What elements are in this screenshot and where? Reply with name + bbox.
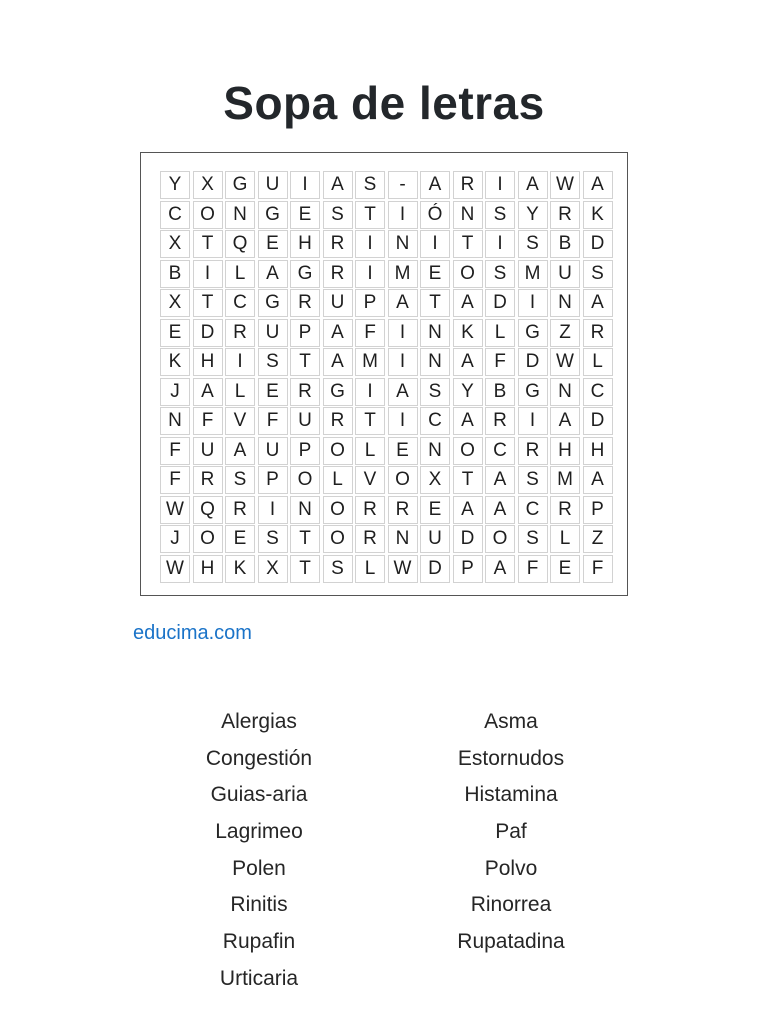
grid-cell[interactable]: A: [453, 289, 483, 317]
grid-cell[interactable]: C: [485, 437, 515, 465]
grid-cell[interactable]: A: [453, 348, 483, 376]
grid-cell[interactable]: O: [290, 466, 320, 494]
grid-cell[interactable]: R: [518, 437, 548, 465]
grid-cell[interactable]: T: [290, 555, 320, 583]
grid-cell[interactable]: B: [550, 230, 580, 258]
grid-cell[interactable]: M: [388, 260, 418, 288]
grid-cell[interactable]: F: [355, 319, 385, 347]
grid-cell[interactable]: O: [323, 496, 353, 524]
grid-cell[interactable]: I: [485, 230, 515, 258]
grid-cell[interactable]: C: [420, 407, 450, 435]
grid-cell[interactable]: A: [485, 555, 515, 583]
grid-cell[interactable]: E: [290, 201, 320, 229]
grid-cell[interactable]: I: [518, 289, 548, 317]
grid-cell[interactable]: L: [485, 319, 515, 347]
word-list-item: Histamina: [464, 783, 558, 807]
grid-cell[interactable]: U: [420, 525, 450, 553]
grid-cell[interactable]: D: [453, 525, 483, 553]
grid-cell[interactable]: X: [258, 555, 288, 583]
word-list-item: Rinorrea: [470, 893, 552, 917]
grid-cell[interactable]: V: [225, 407, 255, 435]
grid-cell[interactable]: R: [550, 201, 580, 229]
grid-cell[interactable]: N: [388, 230, 418, 258]
grid-cell[interactable]: S: [518, 230, 548, 258]
grid-cell[interactable]: A: [193, 378, 223, 406]
grid-cell[interactable]: D: [583, 407, 613, 435]
grid-cell[interactable]: K: [453, 319, 483, 347]
grid-cell[interactable]: R: [323, 230, 353, 258]
grid-cell[interactable]: R: [355, 525, 385, 553]
grid-cell[interactable]: R: [388, 496, 418, 524]
grid-cell[interactable]: N: [420, 437, 450, 465]
grid-cell[interactable]: A: [518, 171, 548, 199]
grid-cell[interactable]: H: [550, 437, 580, 465]
grid-cell[interactable]: I: [388, 201, 418, 229]
grid-cell[interactable]: X: [160, 230, 190, 258]
grid-cell[interactable]: L: [355, 555, 385, 583]
grid-cell[interactable]: G: [518, 378, 548, 406]
grid-cell[interactable]: F: [160, 466, 190, 494]
grid-cell[interactable]: U: [258, 171, 288, 199]
grid-cell[interactable]: U: [550, 260, 580, 288]
grid-cell[interactable]: I: [388, 319, 418, 347]
grid-cell[interactable]: H: [290, 230, 320, 258]
grid-cell[interactable]: E: [420, 260, 450, 288]
grid-cell[interactable]: X: [160, 289, 190, 317]
word-list-item: Rupafin: [222, 930, 296, 954]
grid-cell[interactable]: T: [420, 289, 450, 317]
grid-cell[interactable]: G: [225, 171, 255, 199]
word-list-item: Asma: [484, 710, 538, 733]
grid-cell[interactable]: P: [583, 496, 613, 524]
grid-cell[interactable]: T: [290, 348, 320, 376]
grid-cell[interactable]: O: [388, 466, 418, 494]
grid-cell[interactable]: X: [420, 466, 450, 494]
grid-cell[interactable]: A: [388, 289, 418, 317]
grid-cell[interactable]: Y: [160, 171, 190, 199]
grid-cell[interactable]: E: [420, 496, 450, 524]
grid-cell[interactable]: I: [355, 260, 385, 288]
grid-cell[interactable]: D: [518, 348, 548, 376]
grid-cell[interactable]: A: [258, 260, 288, 288]
grid-cell[interactable]: B: [160, 260, 190, 288]
word-list-item: Alergias: [221, 710, 297, 733]
grid-cell[interactable]: A: [225, 437, 255, 465]
word-list-left: [159, 704, 359, 998]
grid-cell[interactable]: O: [453, 437, 483, 465]
page-title: Sopa de letras: [223, 77, 545, 129]
grid-cell[interactable]: A: [388, 378, 418, 406]
grid-cell[interactable]: A: [453, 407, 483, 435]
grid-cell[interactable]: U: [290, 407, 320, 435]
grid-cell[interactable]: I: [388, 407, 418, 435]
grid-cell[interactable]: P: [290, 319, 320, 347]
word-list-item: Polvo: [484, 856, 538, 880]
grid-cell[interactable]: O: [453, 260, 483, 288]
grid-cell[interactable]: N: [420, 319, 450, 347]
grid-cell[interactable]: O: [193, 525, 223, 553]
grid-cell[interactable]: -: [388, 171, 418, 199]
grid-cell[interactable]: D: [485, 289, 515, 317]
grid-cell[interactable]: D: [583, 230, 613, 258]
grid-cell[interactable]: N: [290, 496, 320, 524]
grid-cell[interactable]: N: [225, 201, 255, 229]
grid-cell[interactable]: R: [550, 496, 580, 524]
grid-cell[interactable]: F: [258, 407, 288, 435]
grid-cell[interactable]: U: [193, 437, 223, 465]
word-list-item: Urticaria: [219, 966, 299, 990]
grid-cell[interactable]: M: [518, 260, 548, 288]
grid-cell[interactable]: A: [323, 319, 353, 347]
grid-cell[interactable]: B: [485, 378, 515, 406]
grid-cell[interactable]: N: [550, 289, 580, 317]
grid-cell[interactable]: I: [355, 378, 385, 406]
grid-cell[interactable]: O: [193, 201, 223, 229]
grid-cell[interactable]: T: [453, 466, 483, 494]
grid-cell[interactable]: C: [160, 201, 190, 229]
grid-cell[interactable]: E: [225, 525, 255, 553]
grid-cell[interactable]: Z: [583, 525, 613, 553]
grid-cell[interactable]: U: [258, 319, 288, 347]
grid-cell[interactable]: A: [583, 289, 613, 317]
grid-cell[interactable]: A: [323, 171, 353, 199]
grid-cell[interactable]: L: [583, 348, 613, 376]
grid-cell[interactable]: S: [518, 525, 548, 553]
grid-cell[interactable]: Y: [518, 201, 548, 229]
grid-cell[interactable]: P: [290, 437, 320, 465]
grid-cell[interactable]: N: [388, 525, 418, 553]
grid-cell[interactable]: S: [323, 201, 353, 229]
grid-cell[interactable]: Q: [193, 496, 223, 524]
grid-cell[interactable]: H: [193, 555, 223, 583]
grid-cell[interactable]: D: [420, 555, 450, 583]
grid-cell[interactable]: S: [485, 201, 515, 229]
grid-cell[interactable]: I: [290, 171, 320, 199]
grid-cell[interactable]: I: [225, 348, 255, 376]
grid-cell[interactable]: N: [160, 407, 190, 435]
grid-cell[interactable]: D: [193, 319, 223, 347]
grid-cell[interactable]: K: [225, 555, 255, 583]
grid-cell[interactable]: N: [453, 201, 483, 229]
grid-cell[interactable]: W: [550, 348, 580, 376]
word-list-item: Guias-aria: [210, 783, 308, 807]
grid-cell[interactable]: I: [485, 171, 515, 199]
grid-cell[interactable]: E: [258, 378, 288, 406]
grid-cell[interactable]: C: [583, 378, 613, 406]
grid-cell[interactable]: P: [453, 555, 483, 583]
grid-cell[interactable]: L: [225, 378, 255, 406]
word-list-item: Rupatadina: [457, 930, 565, 954]
grid-cell[interactable]: T: [290, 525, 320, 553]
grid-cell[interactable]: R: [583, 319, 613, 347]
grid-cell[interactable]: U: [323, 289, 353, 317]
grid-cell[interactable]: G: [258, 201, 288, 229]
grid-cell[interactable]: F: [193, 407, 223, 435]
grid-cell[interactable]: F: [485, 348, 515, 376]
grid-cell[interactable]: A: [583, 171, 613, 199]
grid-cell[interactable]: O: [323, 525, 353, 553]
grid-cell[interactable]: R: [193, 466, 223, 494]
grid-cell[interactable]: F: [518, 555, 548, 583]
grid-cell[interactable]: I: [193, 260, 223, 288]
word-list-item: Polen: [232, 856, 286, 880]
grid-cell[interactable]: X: [193, 171, 223, 199]
grid-cell[interactable]: L: [323, 466, 353, 494]
grid-cell[interactable]: L: [550, 525, 580, 553]
grid-cell[interactable]: R: [323, 407, 353, 435]
grid-cell[interactable]: R: [290, 378, 320, 406]
grid-cell[interactable]: E: [388, 437, 418, 465]
grid-cell[interactable]: R: [323, 260, 353, 288]
grid-cell[interactable]: A: [583, 466, 613, 494]
word-list-item: Paf: [495, 820, 527, 844]
grid-cell[interactable]: S: [518, 466, 548, 494]
grid-cell[interactable]: S: [225, 466, 255, 494]
grid-cell[interactable]: S: [485, 260, 515, 288]
grid-cell[interactable]: W: [388, 555, 418, 583]
grid-cell[interactable]: T: [453, 230, 483, 258]
grid-cell[interactable]: M: [550, 466, 580, 494]
grid-cell[interactable]: J: [160, 378, 190, 406]
grid-cell[interactable]: W: [160, 555, 190, 583]
grid-cell[interactable]: A: [485, 466, 515, 494]
grid-cell[interactable]: L: [355, 437, 385, 465]
grid-cell[interactable]: F: [583, 555, 613, 583]
grid-cell[interactable]: Y: [453, 378, 483, 406]
grid-cell[interactable]: K: [160, 348, 190, 376]
letter-grid: [160, 171, 613, 583]
grid-cell[interactable]: T: [355, 407, 385, 435]
grid-cell[interactable]: S: [258, 348, 288, 376]
grid-cell[interactable]: S: [583, 260, 613, 288]
word-search-frame: [140, 152, 628, 596]
word-list-right: [411, 704, 611, 961]
grid-cell[interactable]: A: [420, 171, 450, 199]
grid-cell[interactable]: T: [193, 230, 223, 258]
grid-cell[interactable]: E: [550, 555, 580, 583]
grid-cell[interactable]: A: [550, 407, 580, 435]
grid-cell[interactable]: I: [518, 407, 548, 435]
grid-cell[interactable]: C: [225, 289, 255, 317]
grid-cell[interactable]: A: [453, 496, 483, 524]
grid-cell[interactable]: U: [258, 437, 288, 465]
grid-cell[interactable]: J: [160, 525, 190, 553]
grid-cell[interactable]: A: [323, 348, 353, 376]
grid-cell[interactable]: K: [583, 201, 613, 229]
grid-cell[interactable]: M: [355, 348, 385, 376]
grid-cell[interactable]: R: [225, 319, 255, 347]
grid-cell[interactable]: P: [258, 466, 288, 494]
grid-cell[interactable]: S: [323, 555, 353, 583]
grid-cell[interactable]: W: [550, 171, 580, 199]
grid-cell[interactable]: V: [355, 466, 385, 494]
grid-cell[interactable]: W: [160, 496, 190, 524]
grid-cell[interactable]: L: [225, 260, 255, 288]
grid-cell[interactable]: H: [583, 437, 613, 465]
grid-cell[interactable]: R: [225, 496, 255, 524]
grid-cell[interactable]: R: [355, 496, 385, 524]
grid-cell[interactable]: E: [160, 319, 190, 347]
grid-cell[interactable]: G: [323, 378, 353, 406]
grid-cell[interactable]: O: [323, 437, 353, 465]
grid-cell[interactable]: I: [388, 348, 418, 376]
grid-cell[interactable]: N: [550, 378, 580, 406]
word-list-item: Congestión: [205, 746, 313, 770]
grid-cell[interactable]: C: [518, 496, 548, 524]
grid-cell[interactable]: S: [355, 171, 385, 199]
word-list-item: Estornudos: [457, 746, 565, 770]
grid-cell[interactable]: Ó: [420, 201, 450, 229]
word-list-item: Rinitis: [230, 893, 288, 917]
grid-cell[interactable]: R: [453, 171, 483, 199]
grid-cell[interactable]: F: [160, 437, 190, 465]
grid-cell[interactable]: T: [193, 289, 223, 317]
grid-cell[interactable]: R: [485, 407, 515, 435]
grid-cell[interactable]: O: [485, 525, 515, 553]
grid-cell[interactable]: S: [420, 378, 450, 406]
grid-cell[interactable]: G: [518, 319, 548, 347]
grid-cell[interactable]: R: [290, 289, 320, 317]
grid-cell[interactable]: I: [355, 230, 385, 258]
grid-cell[interactable]: I: [258, 496, 288, 524]
grid-cell[interactable]: T: [355, 201, 385, 229]
grid-cell[interactable]: A: [485, 496, 515, 524]
grid-cell[interactable]: H: [193, 348, 223, 376]
grid-cell[interactable]: N: [420, 348, 450, 376]
grid-cell[interactable]: I: [420, 230, 450, 258]
grid-cell[interactable]: Z: [550, 319, 580, 347]
grid-cell[interactable]: G: [258, 289, 288, 317]
grid-cell[interactable]: E: [258, 230, 288, 258]
grid-cell[interactable]: S: [258, 525, 288, 553]
grid-cell[interactable]: P: [355, 289, 385, 317]
grid-cell[interactable]: Q: [225, 230, 255, 258]
word-list-item: Lagrimeo: [215, 820, 303, 844]
grid-cell[interactable]: G: [290, 260, 320, 288]
source-link[interactable]: educima.com: [133, 622, 252, 644]
